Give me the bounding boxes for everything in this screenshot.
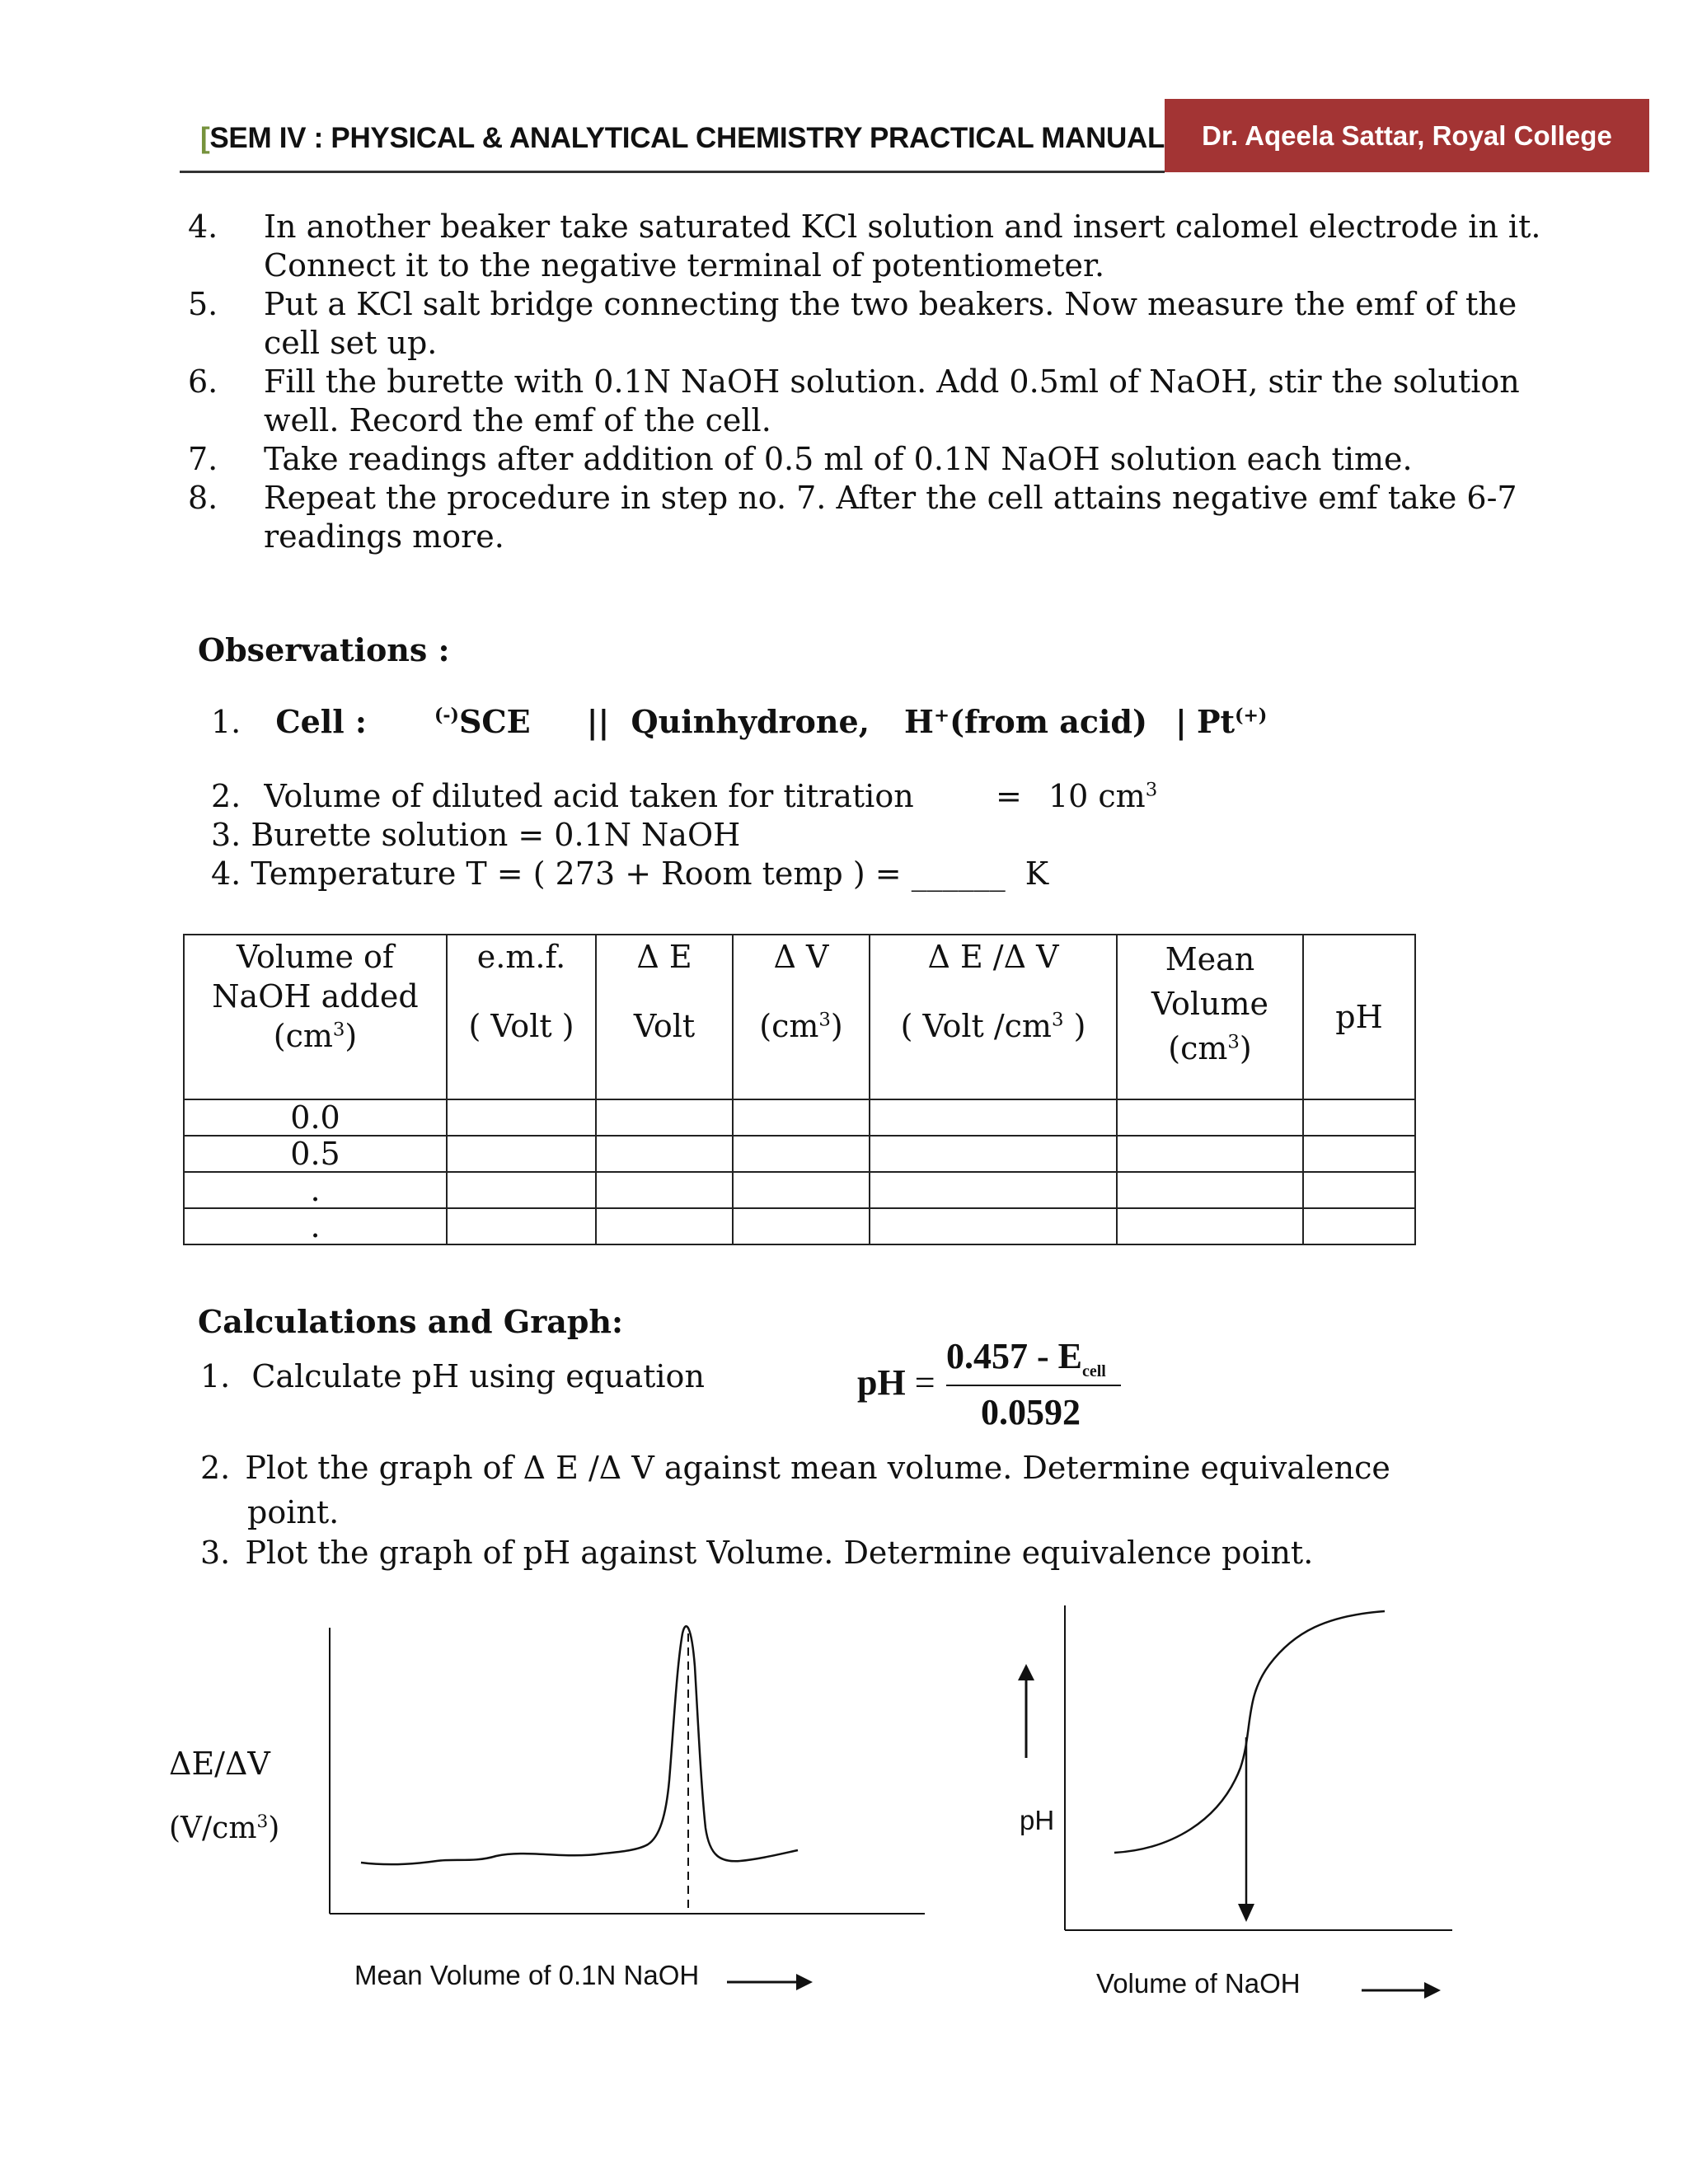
unit-exponent: 3 [1051, 1009, 1064, 1031]
header-line: (cm [273, 1018, 333, 1054]
table-cell [447, 1172, 596, 1208]
table-cell: . [184, 1208, 447, 1244]
header-line: Δ E /Δ V [927, 939, 1059, 975]
table-cell [870, 1208, 1117, 1244]
graph1-xlabel: Mean Volume of 0.1N NaOH [354, 1960, 700, 1990]
equivalence-arrowhead-icon [1238, 1904, 1254, 1922]
item-number: 1. [211, 704, 241, 740]
observation-table [183, 934, 1416, 1245]
acid-volume-label: Volume of diluted acid taken for titration [264, 778, 914, 814]
unused-path-23 [361, 1626, 776, 1864]
unused-path-21 [361, 1626, 776, 1864]
cell-subscript: cell [1082, 1361, 1106, 1380]
unused-path-7 [361, 1626, 772, 1864]
step-text: cell set up. [264, 325, 438, 361]
calc-instruction: point. [247, 1494, 340, 1530]
step-text: Repeat the procedure in step no. 7. After the cell attains negative emf take 6-7 [264, 480, 1517, 516]
step-text: Connect it to the negative terminal of potentiometer. [264, 247, 1105, 284]
sce-electrode: SCE [458, 703, 531, 740]
graph1-ylabel-unit [169, 1811, 279, 1845]
table-cell: . [184, 1172, 447, 1208]
unit-exponent: 3 [1145, 779, 1158, 801]
unit-exponent: 3 [256, 1811, 269, 1832]
temperature-unit: K [1025, 855, 1049, 892]
table-cell [733, 1099, 870, 1136]
table-cell [596, 1208, 733, 1244]
unused-path-22 [361, 1626, 776, 1864]
calc-instruction: Calculate pH using equation [251, 1358, 705, 1394]
table-cell [870, 1136, 1117, 1172]
table-row [184, 1136, 1415, 1172]
unused-path-8 [361, 1626, 771, 1864]
table-cell [447, 1136, 596, 1172]
unused-path-13 [361, 1626, 776, 1864]
burette-solution: Burette solution = 0.1N NaOH [251, 817, 741, 853]
unit-text: (V/cm [169, 1811, 257, 1845]
step-number: 6. [188, 363, 218, 400]
header-line: ( Volt /cm [900, 1008, 1052, 1044]
unused-path-2 [363, 1626, 763, 1864]
graph1-derivative-plot [321, 1615, 931, 1929]
volume-value: 10 cm [1048, 778, 1146, 814]
graph1-x-arrow-icon [725, 1970, 814, 1994]
table-cell [447, 1208, 596, 1244]
table-cell [447, 1099, 596, 1136]
step-text: In another beaker take saturated KCl solution and insert calomel electrode in it. [264, 209, 1541, 245]
header-line: ) [830, 1008, 843, 1044]
step-text: well. Record the emf of the cell. [264, 402, 771, 438]
step-number: 5. [188, 286, 218, 322]
equals-sign: = [914, 1362, 935, 1403]
procedure-step [188, 479, 1540, 556]
header-line: Volt [633, 1008, 696, 1044]
step-text: Put a KCl salt bridge connecting the two beakers. Now measure the emf of the [264, 286, 1517, 322]
from-acid: (from acid) [950, 703, 1147, 740]
unused-path-25 [361, 1626, 776, 1864]
calculations-heading: Calculations and Graph: [198, 1303, 624, 1340]
temperature-blank: ______ [911, 855, 1006, 892]
unit-exponent: 3 [332, 1019, 345, 1041]
graph2-ph-plot [1055, 1599, 1459, 1937]
table-cell [596, 1172, 733, 1208]
graph2-ylabel: pH [1020, 1805, 1055, 1835]
calc-instruction: Plot the graph of Δ E /Δ V against mean volume. Determine equivalence [245, 1450, 1390, 1486]
unused-path-16 [361, 1626, 776, 1864]
table-cell [1303, 1099, 1415, 1136]
unused-path-6 [361, 1626, 773, 1864]
pos-terminal: (+) [1235, 705, 1268, 727]
item-number: 3. [211, 817, 241, 853]
unused-path-4 [361, 1626, 785, 1864]
derivative-curve-tail [740, 1850, 798, 1861]
ph-lhs: pH [857, 1362, 906, 1403]
step-number: 7. [188, 441, 218, 477]
unused-path-11 [361, 1626, 774, 1864]
unused-path-17 [361, 1626, 776, 1864]
platinum-electrode: Pt [1196, 703, 1236, 740]
calc-item-3 [200, 1535, 1313, 1571]
header-rule [180, 171, 1165, 173]
procedure-step [188, 440, 1540, 479]
header-line: NaOH added [212, 978, 419, 1015]
header-line: (cm [759, 1008, 819, 1044]
unused-path-10 [361, 1626, 774, 1864]
header-line: Volume [1151, 986, 1268, 1022]
unit-exponent: 3 [1227, 1031, 1240, 1053]
table-cell [1117, 1136, 1303, 1172]
unused-path-20 [361, 1626, 776, 1864]
table-cell [596, 1099, 733, 1136]
step-number: 8. [188, 480, 218, 516]
unused-path-26 [361, 1626, 776, 1864]
table-cell: 0.5 [184, 1136, 447, 1172]
table-cell [870, 1099, 1117, 1136]
titration-curve [1114, 1611, 1385, 1853]
author-name: Dr. Aqeela Sattar, Royal College [1202, 120, 1612, 151]
header-line: Δ E [636, 939, 692, 975]
procedure-step [188, 363, 1540, 440]
cell-label: Cell : [275, 703, 367, 740]
header-line: e.m.f. [476, 939, 566, 975]
unused-path-18 [361, 1626, 776, 1864]
calc-item-2 [200, 1446, 1390, 1535]
equation-numerator [946, 1335, 1106, 1381]
header-line: ) [345, 1018, 358, 1054]
derivative-curve [361, 1626, 740, 1864]
graph2-xlabel: Volume of NaOH [1096, 1968, 1301, 1999]
temperature-label: Temperature T = ( 273 + Room temp ) = [251, 855, 902, 892]
step-number: 4. [188, 209, 218, 245]
calc-instruction: Plot the graph of pH against Volume. Determine equivalence point. [245, 1535, 1314, 1571]
unit-text: ) [268, 1811, 280, 1845]
unused-path-24 [361, 1626, 776, 1864]
unused-path-12 [361, 1626, 770, 1864]
header-line: ) [1239, 1030, 1252, 1066]
header-line: Volume of [236, 939, 394, 975]
salt-bridge-symbol: || [586, 703, 610, 740]
header-emf [447, 935, 596, 1099]
table-cell: 0.0 [184, 1099, 447, 1136]
item-number: 4. [211, 855, 241, 892]
header-line: ) [1063, 1008, 1086, 1044]
table-cell [733, 1136, 870, 1172]
header-line: Mean [1165, 941, 1255, 977]
table-row [184, 1208, 1415, 1244]
step-text: Take readings after addition of 0.5 ml of 0.1N NaOH solution each time. [264, 441, 1413, 477]
procedure-step [188, 208, 1540, 285]
header-delta-v [733, 935, 870, 1099]
step-text: readings more. [264, 518, 504, 555]
table-cell [1117, 1099, 1303, 1136]
header-volume-naoh [184, 935, 447, 1099]
table-cell [733, 1172, 870, 1208]
table-row [184, 1099, 1415, 1136]
cell-notation [211, 703, 1267, 740]
item-number: 1. [200, 1358, 231, 1394]
graph2-y-arrow-icon [1014, 1661, 1039, 1760]
table-cell [1303, 1172, 1415, 1208]
fraction-bar [946, 1385, 1121, 1386]
procedure-list [188, 208, 1540, 556]
phase-boundary: | [1175, 703, 1187, 740]
table-cell [1303, 1136, 1415, 1172]
item-number: 2. [200, 1450, 231, 1486]
step-text: Fill the burette with 0.1N NaOH solution. Add 0.5ml of NaOH, stir the solution [264, 363, 1520, 400]
table-header-row [184, 935, 1415, 1099]
quinhydrone-electrode: Quinhydrone, [631, 703, 870, 740]
numerator-text: 0.457 - E [946, 1336, 1082, 1376]
unused-path-14 [361, 1626, 776, 1864]
equation-denominator: 0.0592 [981, 1392, 1081, 1432]
graph1-ylabel: ΔE/ΔV [169, 1746, 270, 1782]
table-cell [1303, 1208, 1415, 1244]
header-line: Δ V [773, 939, 829, 975]
table-cell [1117, 1208, 1303, 1244]
unused-path-15 [361, 1626, 776, 1864]
table-cell [596, 1136, 733, 1172]
acid-volume-value [996, 778, 1157, 814]
observation-item [211, 855, 1048, 892]
bracket-open: [ [200, 122, 210, 154]
header-line: pH [1335, 999, 1383, 1035]
unused-path-3 [363, 1626, 769, 1864]
header-title [200, 122, 1174, 155]
observations-heading: Observations : [198, 631, 450, 668]
unit-exponent: 3 [818, 1009, 831, 1031]
procedure-step [188, 285, 1540, 363]
calc-item-1 [200, 1358, 705, 1394]
manual-title: SEM IV : PHYSICAL & ANALYTICAL CHEMISTRY PRACTICAL MANUAL [209, 122, 1165, 154]
equals-sign: = [996, 778, 1022, 814]
unused-path-9 [361, 1626, 774, 1864]
header-delta-e [596, 935, 733, 1099]
item-number: 3. [200, 1535, 231, 1571]
item-number: 2. [211, 778, 241, 814]
unused-path-19 [361, 1626, 776, 1864]
header-de-dv [870, 935, 1117, 1099]
header-mean-volume [1117, 935, 1303, 1099]
header-ph [1303, 935, 1415, 1099]
header-line: (cm [1168, 1030, 1228, 1066]
unused-path [363, 1624, 773, 1864]
neg-terminal: (-) [434, 705, 459, 727]
table-cell [870, 1172, 1117, 1208]
header-author-badge [1165, 99, 1649, 172]
hydrogen-ion: H [904, 703, 934, 740]
hydrogen-charge: + [933, 705, 950, 727]
table-row [184, 1172, 1415, 1208]
ph-symbol [857, 1361, 935, 1404]
observation-item [211, 817, 740, 853]
table-cell [1117, 1172, 1303, 1208]
unused-path-27 [361, 1626, 773, 1864]
graph2-x-arrow-icon [1360, 1978, 1442, 2003]
header-line: ( Volt ) [468, 1008, 574, 1044]
observation-item [211, 778, 914, 814]
table-cell [733, 1208, 870, 1244]
